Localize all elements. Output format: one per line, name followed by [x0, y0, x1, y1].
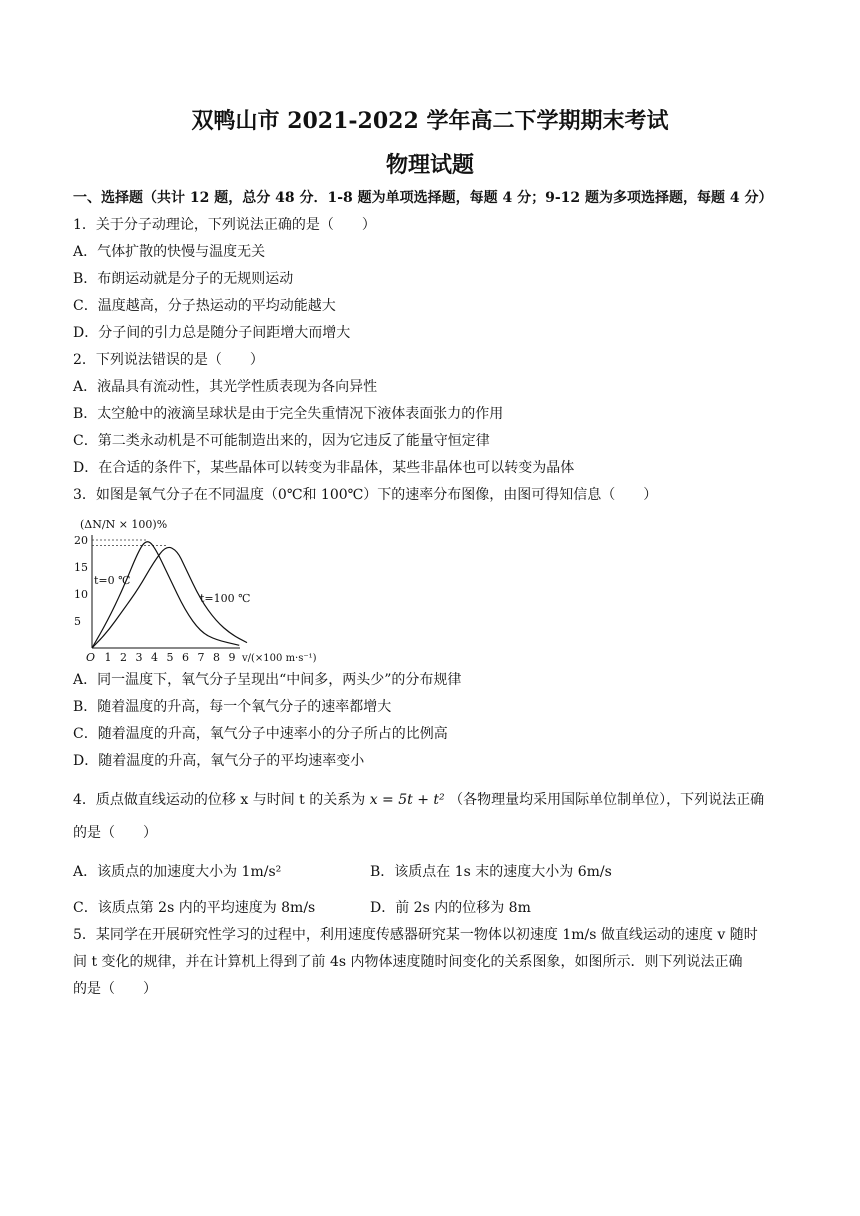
- q4-stem: [73, 790, 764, 810]
- origin-label: O: [86, 651, 96, 664]
- x-tick-label: 7: [197, 651, 205, 664]
- x-tick-label: 1: [104, 651, 112, 664]
- q2-option-d: D．在合适的条件下，某些晶体可以转变为非晶体，某些非晶体也可以转变为晶体: [73, 460, 575, 476]
- q4-stem-before: 4．质点做直线运动的位移 x 与时间 t 的关系为: [73, 792, 366, 808]
- y-tick-label: 5: [74, 615, 81, 628]
- x-tick-label: 8: [213, 651, 220, 664]
- q5-line2: 间 t 变化的规律，并在计算机上得到了前 4s 内物体速度随时间变化的关系图象，如图所示．则下列说法正确: [73, 954, 743, 970]
- q4-option-c: C．该质点第 2s 内的平均速度为 8m/s: [73, 900, 316, 916]
- section-heading: 一、选择题（共计 12 题，总分 48 分．1-8 题为单项选择题，每题 4 分；9-12 题为多项选择题，每题 4 分）: [73, 190, 773, 206]
- q1-option-d: D．分子间的引力总是随分子间距增大而增大: [73, 325, 351, 341]
- speed-distribution-graph: [72, 510, 342, 665]
- x-tick-label: 6: [182, 651, 189, 664]
- q4-stem-after: （各物理量均采用国际单位制单位），下列说法正确: [449, 792, 765, 808]
- exam-subtitle: 物理试题: [385, 152, 474, 178]
- q4-formula: x = 5t + t²: [369, 792, 445, 808]
- q1-option-b: B．布朗运动就是分子的无规则运动: [73, 271, 294, 287]
- q3-option-b: B．随着温度的升高，每一个氧气分子的速率都增大: [73, 699, 392, 715]
- q5-line1: 5．某同学在开展研究性学习的过程中，利用速度传感器研究某一物体以初速度 1m/s 做直线运动的速度 v 随时: [73, 927, 758, 943]
- q2-option-c: C．第二类永动机是不可能制造出来的，因为它违反了能量守恒定律: [73, 433, 490, 449]
- x-tick-label: 4: [151, 651, 158, 664]
- x-tick-label: 2: [120, 651, 127, 664]
- q4-stem-line2: 的是（ ）: [73, 825, 157, 841]
- x-axis-label: v/(×100 m·s⁻¹): [242, 653, 317, 664]
- y-tick-label: 10: [74, 588, 88, 601]
- y-tick-label: 20: [74, 534, 88, 547]
- q4-option-a: A．该质点的加速度大小为 1m/s²: [73, 864, 282, 880]
- q3-option-d: D．随着温度的升高，氧气分子的平均速率变小: [73, 753, 365, 769]
- q2-option-a: A．液晶具有流动性，其光学性质表现为各向异性: [73, 379, 378, 395]
- q1-option-a: A．气体扩散的快慢与温度无关: [73, 244, 266, 260]
- q3-option-a: A．同一温度下，氧气分子呈现出“中间多，两头少”的分布规律: [73, 672, 462, 688]
- q1-option-c: C．温度越高，分子热运动的平均动能越大: [73, 298, 336, 314]
- q4-option-b: B．该质点在 1s 末的速度大小为 6m/s: [370, 864, 612, 880]
- x-tick-label: 3: [135, 651, 143, 664]
- q1-stem: 1．关于分子动理论，下列说法正确的是（ ）: [73, 217, 376, 233]
- y-axis-label: (ΔN/N × 100)%: [80, 518, 168, 531]
- x-tick-label: 5: [166, 651, 174, 664]
- q3-option-c: C．随着温度的升高，氧气分子中速率小的分子所占的比例高: [73, 726, 448, 742]
- label-t100: t=100 ℃: [200, 592, 251, 605]
- q5-line3: 的是（ ）: [73, 981, 157, 997]
- label-t0: t=0 ℃: [94, 574, 131, 587]
- x-tick-label: 9: [228, 651, 236, 664]
- q4-option-d: D．前 2s 内的位移为 8m: [370, 900, 531, 916]
- exam-title: 双鸭山市 2021-2022 学年高二下学期期末考试: [191, 108, 669, 134]
- q3-stem: 3．如图是氧气分子在不同温度（0℃和 100℃）下的速率分布图像，由图可得知信息（ ）: [73, 487, 658, 503]
- q2-option-b: B．太空舱中的液滴呈球状是由于完全失重情况下液体表面张力的作用: [73, 406, 504, 422]
- q2-stem: 2．下列说法错误的是（ ）: [73, 352, 264, 368]
- y-tick-label: 15: [74, 561, 88, 574]
